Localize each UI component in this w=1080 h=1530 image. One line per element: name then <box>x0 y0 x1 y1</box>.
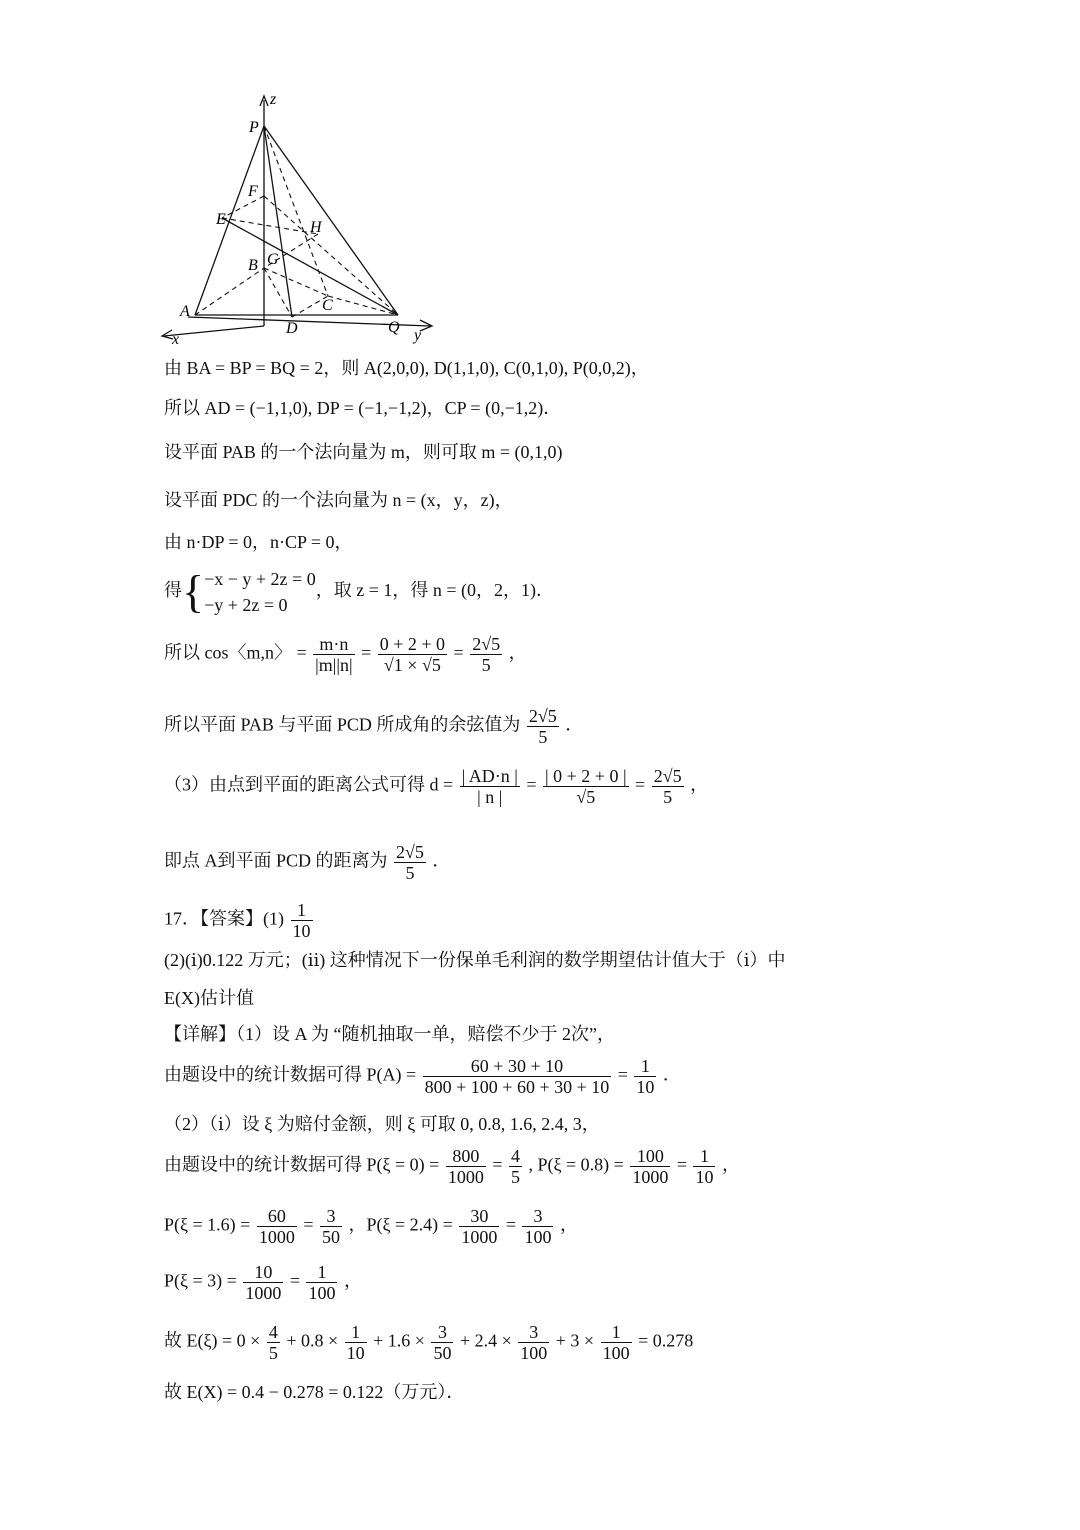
label-B: B <box>248 257 258 274</box>
label-E: E <box>216 211 226 228</box>
label-A: A <box>180 303 190 320</box>
text-line-9: （3）由点到平面的距离公式可得 d = $\frac{| AD\cdot n |}{| n |}$ = $\frac{| 0 + 2 + 0 |}{√5}$ = $\frac{2√5}{5}$ ， <box>164 766 709 807</box>
equation-2: −y + 2z = 0 <box>204 595 288 615</box>
label-C: C <box>322 297 333 314</box>
label-P: P <box>249 119 259 136</box>
text-line-6: 得{ −x − y + 2z = 0 −y + 2z = 0 ，取 z = 1，得 n = (0，2，1)． <box>164 566 554 617</box>
answer-17: 17．【答案】(1) $\frac{1}{10}$ <box>164 900 311 941</box>
text-line-18: P(ξ = 1.6) = $\frac{60}{1000}$ = $\frac{3}{50}$ ，P(ξ = 2.4) = $\frac{30}{1000}$ = $\frac{3}{100}$ ， <box>164 1206 578 1247</box>
text-line-10: 即点 A到平面 PCD 的距离为 $\frac{2√5}{5}$ ． <box>164 842 451 883</box>
solution-text: ，取 z = 1，得 n = (0，2，1)． <box>315 580 554 601</box>
gets-label: 得 <box>164 580 182 601</box>
text-line-21: 故 E(X) = 0.4 − 0.278 = 0.122（万元）． <box>164 1382 465 1402</box>
label-y: y <box>414 327 422 344</box>
text-line-4: 设平面 PDC 的一个法向量为 n = (x，y，z)， <box>164 490 513 510</box>
text-line-20: 故 E(ξ) = 0 × $\frac{4}{5}$ + 0.8 × $\frac{1}{10}$ + 1.6 × $\frac{3}{50}$ + 2.4 × $\frac{3}{100}$ + 3 × $\frac{1}{100}$ = 0.278 <box>164 1322 694 1363</box>
text-line-13: E(X)估计值 <box>164 988 254 1008</box>
label-G: G <box>267 251 279 268</box>
label-z: z <box>270 91 277 108</box>
geometry-figure <box>150 88 450 348</box>
text-line-12: (2)(ⅰ)0.122 万元；(ⅱ) 这种情况下一份保单毛利润的数学期望估计值大于（ⅰ）中 <box>164 950 786 970</box>
text-line-19: P(ξ = 3) = $\frac{10}{1000}$ = $\frac{1}{100}$ ， <box>164 1262 362 1303</box>
text-line-15: 由题设中的统计数据可得 P(A) = $\frac{60 + 30 + 10}{800 + 100 + 60 + 30 + 10}$ = $\frac{1}{10}$ ． <box>164 1056 681 1097</box>
label-D: D <box>286 320 298 337</box>
label-Q: Q <box>388 319 400 336</box>
label-x: x <box>172 331 180 348</box>
label-H: H <box>310 219 322 236</box>
text-line-1: 由 BA = BP = BQ = 2，则 A(2,0,0), D(1,1,0), C(0,1,0), P(0,0,2)， <box>164 358 649 378</box>
text-line-16: （2）（ⅰ）设 ξ 为赔付金额，则 ξ 可取 0, 0.8, 1.6, 2.4, 3， <box>164 1114 600 1134</box>
text-line-2: 所以 AD = (−1,1,0), DP = (−1,−1,2)，CP = (0,−1,2)． <box>164 398 562 418</box>
text-line-5: 由 n·DP = 0，n·CP = 0， <box>164 532 353 552</box>
text-line-3: 设平面 PAB 的一个法向量为 m，则可取 m = (0,1,0) <box>164 442 563 462</box>
label-F: F <box>248 183 258 200</box>
equation-1: −x − y + 2z = 0 <box>204 569 316 589</box>
text-line-14: 【详解】（1）设 A 为 “随机抽取一单，赔偿不少于 2次”， <box>164 1024 615 1044</box>
text-line-17: 由题设中的统计数据可得 P(ξ = 0) = $\frac{800}{1000}$ = $\frac{4}{5}$ , P(ξ = 0.8) = $\frac{100}{1000}$ = $\frac{1}{10}$ ， <box>164 1146 740 1187</box>
text-line-8: 所以平面 PAB 与平面 PCD 所成角的余弦值为 $\frac{2√5}{5}$ ． <box>164 706 584 747</box>
text-line-7: 所以 cos〈m,n〉 = $\frac{m\cdot n}{|m||n|}$ = $\frac{0 + 2 + 0}{√1 \times √5}$ = $\frac{2√5}{5}$ ， <box>164 634 527 675</box>
